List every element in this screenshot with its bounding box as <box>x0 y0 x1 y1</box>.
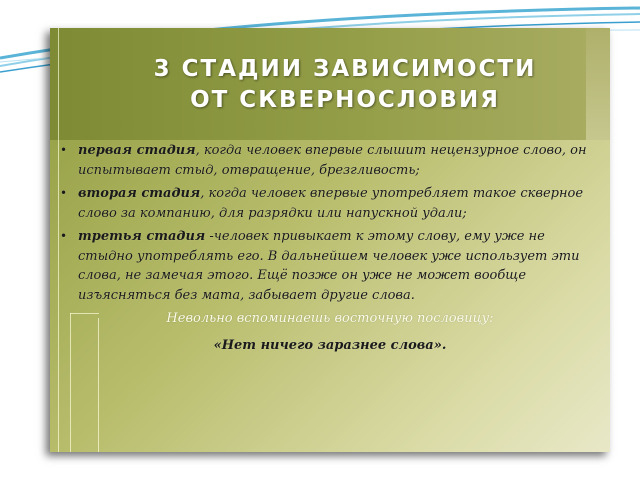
title-band-accent <box>586 28 610 140</box>
slide-body <box>58 141 602 355</box>
title-line-2: ОТ СКВЕРНОСЛОВИЯ <box>190 87 500 113</box>
list-item-stage-2 <box>58 184 602 223</box>
bullet-icon: • <box>60 186 68 200</box>
stage-term: первая стадия <box>78 143 196 158</box>
bullet-icon: • <box>60 143 68 157</box>
slide-title <box>110 54 580 116</box>
stage-term: вторая стадия <box>78 186 201 201</box>
list-item-stage-1 <box>58 141 602 180</box>
list-item-stage-3 <box>58 227 602 305</box>
bullet-icon: • <box>60 229 68 243</box>
quote-intro: Невольно вспоминаешь восточную пословицу: <box>166 311 494 326</box>
stage-text: , когда человек впервые слышит нецензурное слово, он испытывает стыд, отвращение, брезгливость; <box>78 143 587 178</box>
title-line-1: 3 СТАДИИ ЗАВИСИМОСТИ <box>153 56 537 82</box>
stage-term: третья стадия <box>78 229 206 244</box>
proverb: «Нет ничего заразнее слова». <box>213 337 447 353</box>
stage-text: , когда человек впервые употребляет такое скверное слово за компанию, для разрядки или напускной удали; <box>78 186 584 221</box>
stage-text: -человек привыкает к этому слову, ему уже не стыдно употреблять его. В дальнейшем человек уже использует эти слова, не замечая этого. Ещё позже он уже не может вообще изъясняться без мата, забывает другие слова. <box>78 229 580 303</box>
slide <box>50 28 610 452</box>
